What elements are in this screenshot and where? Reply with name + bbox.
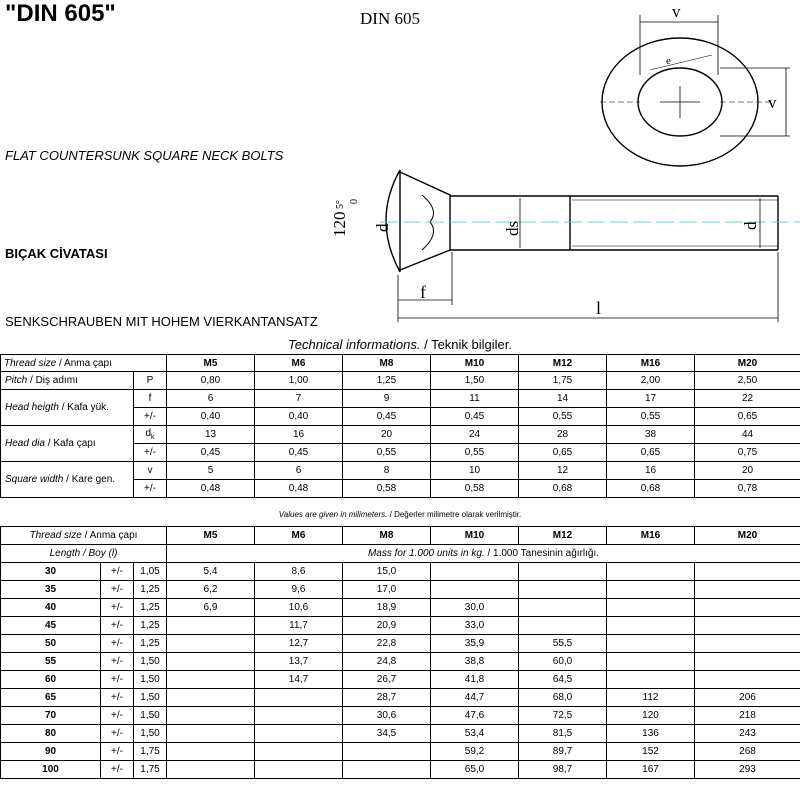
table-cell: 1,75: [519, 372, 607, 390]
table-cell: 6: [255, 462, 343, 480]
units-note-en: Values are given in milimeters.: [278, 510, 388, 519]
mass-cell: [607, 599, 695, 617]
table-cell: 20: [343, 426, 431, 444]
length-cell: 65: [1, 689, 101, 707]
mass-cell: 6,9: [167, 599, 255, 617]
size-header: M20: [695, 355, 800, 372]
mass-cell: 15,0: [343, 563, 431, 581]
mass-cell: 136: [607, 725, 695, 743]
mass-cell: 41,8: [431, 671, 519, 689]
mass-row: [1, 689, 800, 707]
mass-header-row: [1, 527, 800, 545]
mass-cell: 243: [695, 725, 800, 743]
mass-cell: [519, 599, 607, 617]
mass-cell: 12,7: [255, 635, 343, 653]
table-cell: 0,45: [255, 444, 343, 462]
length-cell: 50: [1, 635, 101, 653]
table-cell: 0,58: [343, 480, 431, 498]
mass-cell: [695, 653, 800, 671]
table-cell: 0,75: [695, 444, 800, 462]
thread-size-label-tr: / Anma çapı: [56, 357, 112, 369]
mass-size-header: M12: [519, 527, 607, 545]
bolt-technical-drawing: [0, 0, 800, 335]
table-cell: 1,25: [343, 372, 431, 390]
table-cell: 12: [519, 462, 607, 480]
row-label-tr: / Kafa yük.: [58, 402, 109, 413]
size-header: M6: [255, 355, 343, 372]
row-symbol: [134, 426, 167, 444]
pm-cell: +/-: [101, 581, 134, 599]
table-cell: 16: [607, 462, 695, 480]
table-cell: 0,40: [255, 408, 343, 426]
mass-row: [1, 761, 800, 779]
mass-cell: [431, 563, 519, 581]
mass-cell: 30,6: [343, 707, 431, 725]
mass-cell: 5,4: [167, 563, 255, 581]
mass-row: [1, 599, 800, 617]
table-cell: 13: [167, 426, 255, 444]
table-cell: 6: [167, 390, 255, 408]
mass-cell: 65,0: [431, 761, 519, 779]
table-cell: 0,48: [167, 480, 255, 498]
table-cell: 11: [431, 390, 519, 408]
size-header: M16: [607, 355, 695, 372]
mass-cell: 10,6: [255, 599, 343, 617]
mass-cell: 60,0: [519, 653, 607, 671]
tolerance-cell: 1,50: [134, 671, 167, 689]
table-cell: 0,40: [167, 408, 255, 426]
mass-cell: [167, 635, 255, 653]
mass-row: [1, 581, 800, 599]
length-cell: 55: [1, 653, 101, 671]
mass-cell: [255, 725, 343, 743]
table-cell: 0,45: [343, 408, 431, 426]
length-cell: 60: [1, 671, 101, 689]
mass-cell: [343, 743, 431, 761]
tolerance-cell: 1,25: [134, 617, 167, 635]
mass-size-header: M8: [343, 527, 431, 545]
mass-cell: 218: [695, 707, 800, 725]
mass-cell: 47,6: [431, 707, 519, 725]
length-cell: 40: [1, 599, 101, 617]
mass-cell: 55,5: [519, 635, 607, 653]
length-cell: 30: [1, 563, 101, 581]
mass-cell: 34,5: [343, 725, 431, 743]
mass-cell: [695, 617, 800, 635]
table-cell: 0,45: [431, 408, 519, 426]
size-header: M10: [431, 355, 519, 372]
dim-d-thread: d: [741, 221, 760, 230]
pm-cell: +/-: [101, 761, 134, 779]
mass-cell: [255, 743, 343, 761]
mass-cell: 18,9: [343, 599, 431, 617]
mass-cell: 24,8: [343, 653, 431, 671]
mass-subheader-row: [1, 545, 800, 563]
pm-cell: +/-: [101, 671, 134, 689]
table-cell: 17: [607, 390, 695, 408]
mass-cell: [167, 761, 255, 779]
dim-angle: 120: [330, 211, 349, 237]
mass-cell: 72,5: [519, 707, 607, 725]
pm-cell: +/-: [101, 689, 134, 707]
table-cell: 0,55: [431, 444, 519, 462]
table-cell: 28: [519, 426, 607, 444]
table-cell: 22: [695, 390, 800, 408]
mass-cell: 98,7: [519, 761, 607, 779]
mass-row: [1, 707, 800, 725]
row-label-en: Head dia: [5, 438, 46, 449]
row-symbol: f: [134, 390, 167, 408]
mass-cell: [167, 617, 255, 635]
pm-cell: +/-: [101, 725, 134, 743]
tolerance-cell: 1,50: [134, 653, 167, 671]
table-row: [1, 372, 800, 390]
mass-cell: [167, 653, 255, 671]
mass-row: [1, 635, 800, 653]
dim-l: l: [596, 298, 602, 318]
drawing-label: DIN 605: [360, 9, 420, 28]
table-cell: 0,80: [167, 372, 255, 390]
mass-cell: [167, 671, 255, 689]
table-cell: 14: [519, 390, 607, 408]
size-header: M8: [343, 355, 431, 372]
dim-angle-tol-upper: 5°: [335, 200, 346, 209]
technical-info-heading: [0, 337, 800, 352]
mass-cell: 33,0: [431, 617, 519, 635]
mass-cell: [167, 743, 255, 761]
mass-thread-label-en: Thread size: [29, 530, 82, 541]
units-note-tr: / Değerler milimetre olarak verilmiştir.: [387, 510, 522, 519]
table-cell: 0,58: [431, 480, 519, 498]
mass-size-header: M10: [431, 527, 519, 545]
mass-cell: 26,7: [343, 671, 431, 689]
mass-cell: [167, 689, 255, 707]
mass-cell: 14,7: [255, 671, 343, 689]
table-cell: 0,55: [519, 408, 607, 426]
pm-cell: +/-: [101, 653, 134, 671]
product-name-de: SENKSCHRAUBEN MIT HOHEM VIERKANTANSATZ: [5, 314, 318, 329]
mass-cell: 38,8: [431, 653, 519, 671]
length-cell: 45: [1, 617, 101, 635]
mass-row: [1, 563, 800, 581]
table-cell: 0,48: [255, 480, 343, 498]
row-label-en: Head heigth: [5, 402, 59, 413]
mass-cell: 81,5: [519, 725, 607, 743]
table-cell: 0,65: [607, 444, 695, 462]
mass-cell: [519, 581, 607, 599]
mass-cell: [607, 635, 695, 653]
mass-thread-label: [1, 527, 167, 545]
mass-cell: 6,2: [167, 581, 255, 599]
tolerance-cell: 1,50: [134, 707, 167, 725]
mass-cell: [255, 707, 343, 725]
table-cell: 7: [255, 390, 343, 408]
table-header-row: [1, 355, 800, 372]
size-header: M5: [167, 355, 255, 372]
mass-row: [1, 617, 800, 635]
mass-cell: [607, 581, 695, 599]
page-title: "DIN 605": [5, 0, 116, 27]
mass-cell: [255, 689, 343, 707]
pm-cell: +/-: [101, 743, 134, 761]
length-cell: 100: [1, 761, 101, 779]
mass-cell: 53,4: [431, 725, 519, 743]
table-cell: 0,55: [343, 444, 431, 462]
mass-table: [0, 526, 800, 779]
length-label: [1, 545, 167, 563]
table-cell: 2,00: [607, 372, 695, 390]
mass-cell: [695, 563, 800, 581]
mass-cell: [607, 617, 695, 635]
pm-cell: +/-: [101, 599, 134, 617]
head-top-view: [600, 15, 790, 166]
row-label: [1, 390, 134, 426]
length-cell: 35: [1, 581, 101, 599]
tolerance-cell: 1,25: [134, 635, 167, 653]
symbol-dk: $d_k$: [145, 428, 155, 441]
mass-cell: 8,6: [255, 563, 343, 581]
row-label-en: Pitch: [5, 375, 28, 386]
mass-cell: [431, 581, 519, 599]
dim-v-top: v: [672, 2, 681, 21]
mass-cell: [695, 581, 800, 599]
bolt-side-view: [380, 170, 800, 322]
table-cell: 24: [431, 426, 519, 444]
mass-row: [1, 653, 800, 671]
table-cell: 0,65: [519, 444, 607, 462]
mass-size-header: M16: [607, 527, 695, 545]
mass-cell: [695, 599, 800, 617]
mass-cell: 13,7: [255, 653, 343, 671]
mass-cell: 112: [607, 689, 695, 707]
dim-f: f: [420, 282, 426, 302]
mass-cell: 44,7: [431, 689, 519, 707]
table-cell: 38: [607, 426, 695, 444]
table-cell: 1,00: [255, 372, 343, 390]
table-cell: 0,68: [607, 480, 695, 498]
pm-cell: +/-: [101, 617, 134, 635]
mass-cell: 35,9: [431, 635, 519, 653]
tolerance-cell: 1,50: [134, 725, 167, 743]
mass-cell: [343, 761, 431, 779]
row-label-tr: / Kafa çapı: [45, 438, 96, 449]
mass-cell: 120: [607, 707, 695, 725]
pm-cell: +/-: [101, 707, 134, 725]
mass-size-header: M5: [167, 527, 255, 545]
mass-cell: [607, 671, 695, 689]
table-cell: 16: [255, 426, 343, 444]
dim-e: e: [666, 55, 671, 67]
row-symbol: P: [134, 372, 167, 390]
table-cell: 0,68: [519, 480, 607, 498]
mass-cell: 28,7: [343, 689, 431, 707]
length-cell: 70: [1, 707, 101, 725]
mass-cell: 11,7: [255, 617, 343, 635]
tolerance-cell: 1,25: [134, 599, 167, 617]
mass-cell: 89,7: [519, 743, 607, 761]
thread-size-label-en: Thread size: [4, 357, 57, 369]
size-header: M12: [519, 355, 607, 372]
row-symbol: +/-: [134, 444, 167, 462]
row-symbol: +/-: [134, 408, 167, 426]
mass-cell: 22,8: [343, 635, 431, 653]
mass-cell: 206: [695, 689, 800, 707]
mass-cell: 268: [695, 743, 800, 761]
table-cell: 20: [695, 462, 800, 480]
mass-cell: 20,9: [343, 617, 431, 635]
row-label-en: Square width: [5, 474, 64, 485]
row-label-tr: / Diş adımı: [27, 375, 78, 386]
technical-info-tr: / Teknik bilgiler.: [420, 337, 512, 352]
mass-cell: [255, 761, 343, 779]
length-label-en: Length: [49, 548, 81, 559]
mass-cell: 68,0: [519, 689, 607, 707]
mass-size-header: M20: [695, 527, 800, 545]
mass-cell: [519, 617, 607, 635]
mass-cell: [167, 707, 255, 725]
row-symbol: v: [134, 462, 167, 480]
mass-row: [1, 671, 800, 689]
technical-table: [0, 354, 800, 498]
mass-size-header: M6: [255, 527, 343, 545]
table-cell: 9: [343, 390, 431, 408]
thread-size-label: [1, 355, 167, 372]
mass-cell: 9,6: [255, 581, 343, 599]
table-row: [1, 426, 800, 444]
tolerance-cell: 1,50: [134, 689, 167, 707]
row-label: [1, 372, 134, 390]
tolerance-cell: 1,05: [134, 563, 167, 581]
technical-info-en: Technical informations.: [287, 337, 421, 352]
table-row: [1, 390, 800, 408]
mass-row: [1, 743, 800, 761]
row-label: [1, 426, 134, 462]
dim-v-side: v: [768, 93, 777, 112]
mass-label-tr: / 1.000 Tanesinin ağırlığı.: [484, 548, 600, 559]
mass-cell: [695, 671, 800, 689]
units-note: [0, 510, 800, 519]
mass-cell: [695, 635, 800, 653]
table-cell: 1,50: [431, 372, 519, 390]
mass-cell: 59,2: [431, 743, 519, 761]
mass-cell: [607, 653, 695, 671]
row-label-tr: / Kare gen.: [63, 474, 116, 485]
dim-d-head: d: [373, 223, 392, 232]
dim-angle-tol-lower: 0: [349, 199, 360, 204]
table-cell: 5: [167, 462, 255, 480]
mass-cell: 17,0: [343, 581, 431, 599]
mass-thread-label-tr: / Anma çapı: [81, 530, 138, 541]
pm-cell: +/-: [101, 635, 134, 653]
mass-label: [167, 545, 800, 563]
product-name-tr: BIÇAK CİVATASI: [5, 246, 108, 261]
dim-ds: ds: [503, 220, 522, 236]
mass-cell: [167, 725, 255, 743]
mass-row: [1, 725, 800, 743]
table-cell: 0,55: [607, 408, 695, 426]
tolerance-cell: 1,75: [134, 761, 167, 779]
mass-cell: 293: [695, 761, 800, 779]
table-cell: 0,78: [695, 480, 800, 498]
tolerance-cell: 1,75: [134, 743, 167, 761]
mass-cell: [607, 563, 695, 581]
mass-cell: 167: [607, 761, 695, 779]
tolerance-cell: 1,25: [134, 581, 167, 599]
length-label-tr: / Boy (l): [80, 548, 118, 559]
mass-cell: [519, 563, 607, 581]
table-cell: 10: [431, 462, 519, 480]
mass-cell: 152: [607, 743, 695, 761]
table-cell: 2,50: [695, 372, 800, 390]
length-cell: 90: [1, 743, 101, 761]
row-symbol: +/-: [134, 480, 167, 498]
table-cell: 8: [343, 462, 431, 480]
table-cell: 44: [695, 426, 800, 444]
table-row: [1, 462, 800, 480]
mass-label-en: Mass for 1.000 units in kg.: [367, 548, 485, 559]
length-cell: 80: [1, 725, 101, 743]
table-cell: 0,65: [695, 408, 800, 426]
table-cell: 0,45: [167, 444, 255, 462]
mass-cell: 30,0: [431, 599, 519, 617]
pm-cell: +/-: [101, 563, 134, 581]
row-label: [1, 462, 134, 498]
product-name-en: FLAT COUNTERSUNK SQUARE NECK BOLTS: [5, 148, 284, 163]
mass-cell: 64,5: [519, 671, 607, 689]
